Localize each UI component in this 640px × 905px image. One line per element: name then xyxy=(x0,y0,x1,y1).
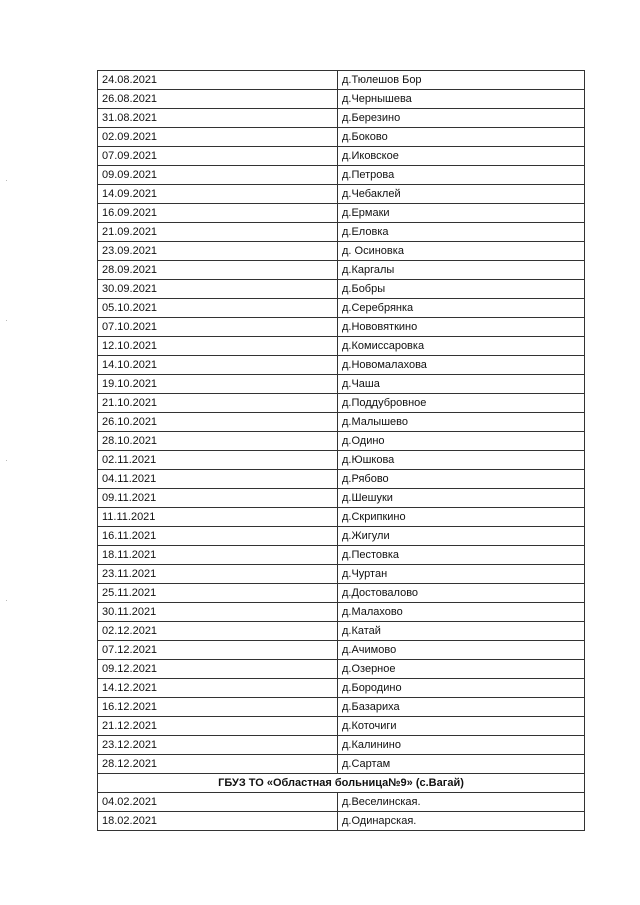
table-row xyxy=(98,432,585,451)
place-cell: д.Достовалово xyxy=(338,584,585,603)
table-row xyxy=(98,166,585,185)
place-cell: д.Чернышева xyxy=(338,90,585,109)
date-cell: 30.09.2021 xyxy=(98,280,338,299)
date-cell: 14.09.2021 xyxy=(98,185,338,204)
place-cell: д.Тюлешов Бор xyxy=(338,71,585,90)
place-cell: д.Шешуки xyxy=(338,489,585,508)
table-row xyxy=(98,128,585,147)
date-cell: 16.12.2021 xyxy=(98,698,338,717)
table-row xyxy=(98,337,585,356)
table-row xyxy=(98,546,585,565)
table-row xyxy=(98,147,585,166)
table-row xyxy=(98,603,585,622)
table-row xyxy=(98,565,585,584)
place-cell: д.Одино xyxy=(338,432,585,451)
place-cell: д.Чебаклей xyxy=(338,185,585,204)
table-row xyxy=(98,451,585,470)
table-row xyxy=(98,698,585,717)
schedule-table-body xyxy=(98,71,585,831)
place-cell: д.Еловка xyxy=(338,223,585,242)
date-cell: 21.10.2021 xyxy=(98,394,338,413)
place-cell: д.Юшкова xyxy=(338,451,585,470)
schedule-table xyxy=(97,70,585,831)
date-cell: 16.09.2021 xyxy=(98,204,338,223)
date-cell: 24.08.2021 xyxy=(98,71,338,90)
place-cell: д.Озерное xyxy=(338,660,585,679)
table-row xyxy=(98,660,585,679)
date-cell: 26.10.2021 xyxy=(98,413,338,432)
place-cell: д.Новомалахова xyxy=(338,356,585,375)
place-cell: д.Чуртан xyxy=(338,565,585,584)
table-row xyxy=(98,71,585,90)
date-cell: 28.10.2021 xyxy=(98,432,338,451)
scan-speck xyxy=(6,460,7,461)
place-cell: д.Нововяткино xyxy=(338,318,585,337)
table-row xyxy=(98,717,585,736)
place-cell: д. Осиновка xyxy=(338,242,585,261)
place-cell: д.Веселинская. xyxy=(338,793,585,812)
date-cell: 25.11.2021 xyxy=(98,584,338,603)
scan-speck xyxy=(6,180,7,181)
place-cell: д.Иковское xyxy=(338,147,585,166)
table-row xyxy=(98,223,585,242)
place-cell: д.Чаша xyxy=(338,375,585,394)
date-cell: 07.09.2021 xyxy=(98,147,338,166)
date-cell: 31.08.2021 xyxy=(98,109,338,128)
place-cell: д.Ачимово xyxy=(338,641,585,660)
place-cell: д.Поддубровное xyxy=(338,394,585,413)
date-cell: 14.10.2021 xyxy=(98,356,338,375)
section-heading: ГБУЗ ТО «Областная больница№9» (с.Вагай) xyxy=(98,774,585,793)
table-row xyxy=(98,812,585,831)
place-cell: д.Березино xyxy=(338,109,585,128)
date-cell: 26.08.2021 xyxy=(98,90,338,109)
date-cell: 28.12.2021 xyxy=(98,755,338,774)
place-cell: д.Пестовка xyxy=(338,546,585,565)
table-row xyxy=(98,793,585,812)
date-cell: 30.11.2021 xyxy=(98,603,338,622)
table-row xyxy=(98,299,585,318)
table-row xyxy=(98,375,585,394)
date-cell: 18.11.2021 xyxy=(98,546,338,565)
date-cell: 12.10.2021 xyxy=(98,337,338,356)
place-cell: д.Жигули xyxy=(338,527,585,546)
place-cell: д.Боково xyxy=(338,128,585,147)
date-cell: 23.11.2021 xyxy=(98,565,338,584)
date-cell: 19.10.2021 xyxy=(98,375,338,394)
date-cell: 07.10.2021 xyxy=(98,318,338,337)
table-row xyxy=(98,185,585,204)
date-cell: 09.09.2021 xyxy=(98,166,338,185)
place-cell: д.Базариха xyxy=(338,698,585,717)
date-cell: 04.11.2021 xyxy=(98,470,338,489)
table-row xyxy=(98,90,585,109)
date-cell: 21.12.2021 xyxy=(98,717,338,736)
date-cell: 02.11.2021 xyxy=(98,451,338,470)
table-row xyxy=(98,204,585,223)
place-cell: д.Коточиги xyxy=(338,717,585,736)
place-cell: д.Малышево xyxy=(338,413,585,432)
place-cell: д.Петрова xyxy=(338,166,585,185)
place-cell: д.Катай xyxy=(338,622,585,641)
date-cell: 23.12.2021 xyxy=(98,736,338,755)
date-cell: 04.02.2021 xyxy=(98,793,338,812)
date-cell: 07.12.2021 xyxy=(98,641,338,660)
table-row xyxy=(98,622,585,641)
date-cell: 09.11.2021 xyxy=(98,489,338,508)
table-row xyxy=(98,280,585,299)
table-row xyxy=(98,261,585,280)
date-cell: 16.11.2021 xyxy=(98,527,338,546)
date-cell: 28.09.2021 xyxy=(98,261,338,280)
date-cell: 18.02.2021 xyxy=(98,812,338,831)
date-cell: 14.12.2021 xyxy=(98,679,338,698)
table-row xyxy=(98,736,585,755)
date-cell: 23.09.2021 xyxy=(98,242,338,261)
table-row xyxy=(98,527,585,546)
place-cell: д.Бородино xyxy=(338,679,585,698)
place-cell: д.Каргалы xyxy=(338,261,585,280)
place-cell: д.Ермаки xyxy=(338,204,585,223)
table-row xyxy=(98,356,585,375)
place-cell: д.Бобры xyxy=(338,280,585,299)
table-row xyxy=(98,318,585,337)
place-cell: д.Серебрянка xyxy=(338,299,585,318)
date-cell: 02.12.2021 xyxy=(98,622,338,641)
date-cell: 09.12.2021 xyxy=(98,660,338,679)
scan-speck xyxy=(6,320,7,321)
table-row xyxy=(98,584,585,603)
scan-speck xyxy=(6,600,7,601)
date-cell: 21.09.2021 xyxy=(98,223,338,242)
place-cell: д.Одинарская. xyxy=(338,812,585,831)
date-cell: 02.09.2021 xyxy=(98,128,338,147)
table-row xyxy=(98,489,585,508)
date-cell: 11.11.2021 xyxy=(98,508,338,527)
table-row xyxy=(98,755,585,774)
table-row xyxy=(98,242,585,261)
table-row xyxy=(98,508,585,527)
table-row xyxy=(98,641,585,660)
table-row xyxy=(98,413,585,432)
place-cell: д.Малахово xyxy=(338,603,585,622)
place-cell: д.Сартам xyxy=(338,755,585,774)
table-row xyxy=(98,109,585,128)
table-row xyxy=(98,394,585,413)
date-cell: 05.10.2021 xyxy=(98,299,338,318)
table-row xyxy=(98,679,585,698)
place-cell: д.Комиссаровка xyxy=(338,337,585,356)
section-row xyxy=(98,774,585,793)
table-row xyxy=(98,470,585,489)
place-cell: д.Скрипкино xyxy=(338,508,585,527)
place-cell: д.Калинино xyxy=(338,736,585,755)
place-cell: д.Рябово xyxy=(338,470,585,489)
